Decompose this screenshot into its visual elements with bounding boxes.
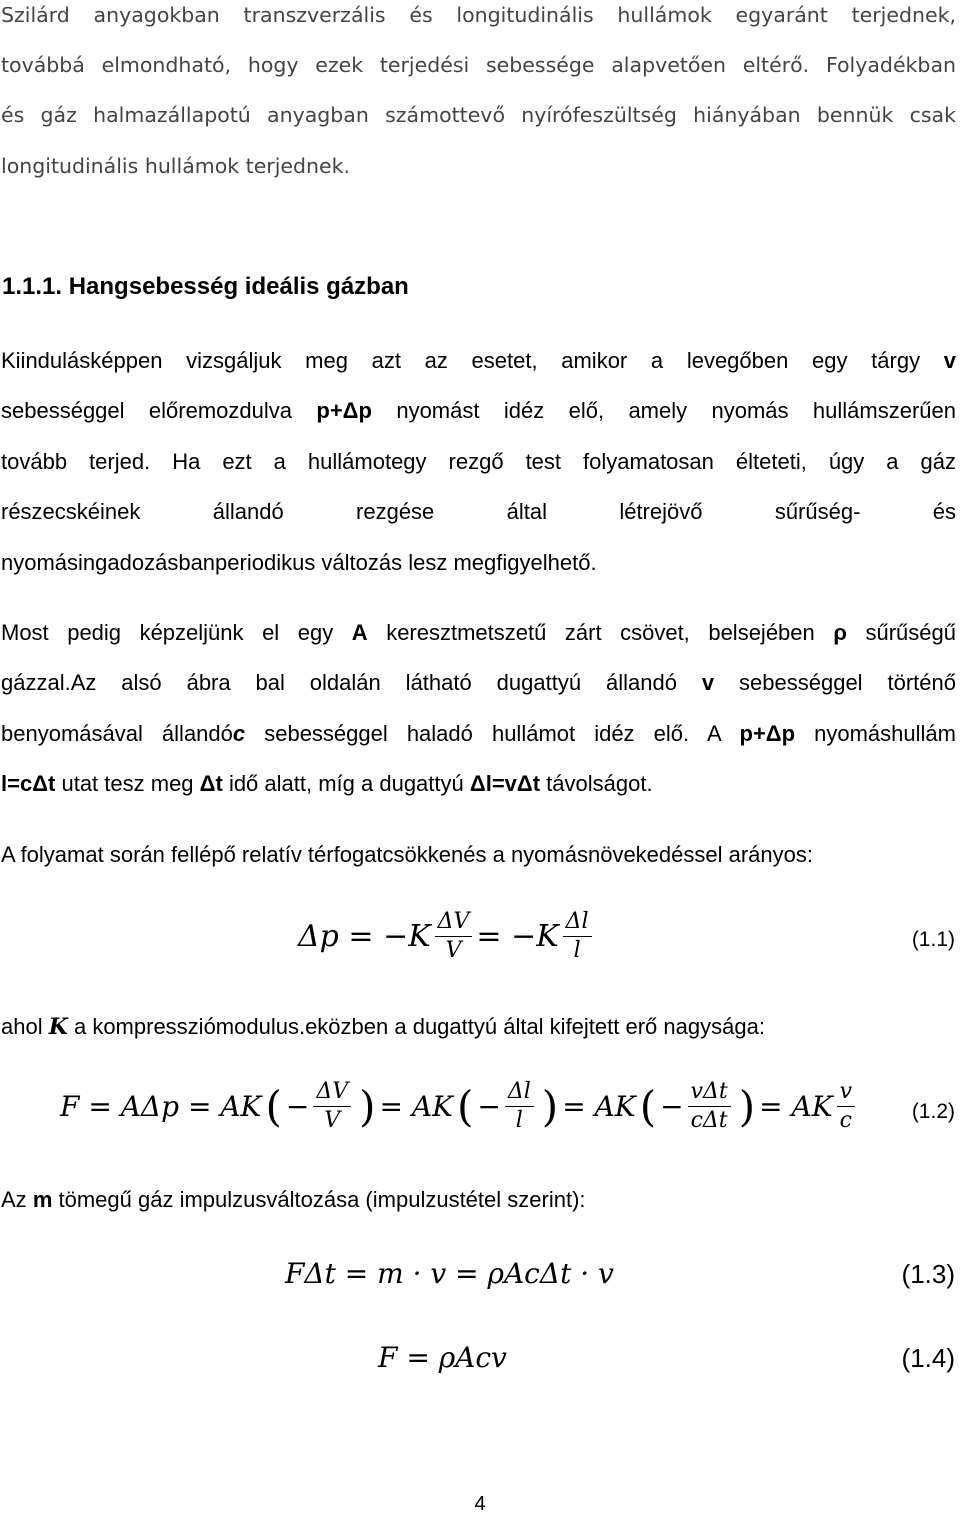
equation-1-3: FΔt = m · v = ρAcΔt · v [285,1257,614,1290]
numerator: ΔV [435,910,473,937]
var-l: l=cΔt [1,771,56,796]
fraction [435,910,473,963]
para2-text: utat tesz meg [61,771,194,796]
after-eq1-text: ahol [1,1014,43,1039]
para1-line-4: részecskéinek állandó rezgése által létrejövő sűrűség- és [1,499,956,524]
var-A: A [351,620,368,645]
para2-line-3 [1,719,956,749]
minus-sign: − [285,1090,310,1124]
intro-line-4: longitudinális hullámok terjednek. [1,154,351,178]
equation-number-1-3: (1.3) [901,1259,955,1289]
var-pressure: p+Δp [316,398,372,423]
eq-text: = −K [476,919,559,955]
var-K: K [48,1014,68,1040]
denominator: cΔt [690,1108,728,1134]
page-number: 4 [474,1493,486,1515]
numerator: Δl [505,1080,534,1107]
eq-text: = AK [562,1090,636,1124]
para2-text: sebességgel haladó hullámot idéz elő. A [264,721,721,746]
equation-number-1-1: (1.1) [911,928,955,951]
para4-text: tömegű gáz impulzusváltozása (impulzustétel szerint): [58,1187,586,1212]
var-rho: ρ [833,620,847,645]
eq-text: F = AΔp = AK [60,1090,262,1124]
para2-text: gázzal.Az alsó ábra bal oldalán látható dugattyú állandó [1,670,677,695]
para4 [1,1185,956,1215]
para1-line-5: nyomásingadozásbanperiodikus változás lesz megfigyelhető. [1,550,597,575]
var-v: v [943,348,956,373]
after-eq1 [1,1012,956,1042]
para2-text: benyomásával állandó [1,721,233,746]
var-m: m [32,1187,53,1212]
para4-text: Az [1,1187,27,1212]
equation-number-1-2: (1.2) [911,1100,955,1123]
close-paren: ) [541,1081,559,1131]
intro-line-3: és gáz halmazállapotú anyagban számottevő nyírófeszültség hiányában bennük csak [1,103,956,127]
para1-line-3: tovább terjed. Ha ezt a hullámotegy rezgő test folyamatosan élteteti, úgy a gáz [1,449,956,474]
var-dl: Δl=vΔt [469,771,541,796]
fraction [688,1080,731,1133]
equation-1-4: F = ρAcv [378,1341,507,1374]
close-paren: ) [359,1081,376,1131]
numerator: vΔt [688,1080,731,1107]
para2-line-1 [1,618,956,648]
para1-line-2 [1,396,956,426]
equation-1-2 [60,1080,859,1133]
var-v: v [701,670,715,695]
para2-text: sebességgel történő [739,670,956,695]
eq-text: = AK [379,1090,453,1124]
open-paren: ( [457,1081,474,1131]
para1-text: Kiindulásképpen vizsgáljuk meg azt az esetet, amikor a levegőben egy tárgy [1,348,921,373]
var-pressure: p+Δp [739,721,796,746]
denominator: V [324,1108,341,1134]
after-eq1-text: a kompressziómodulus.eközben a dugattyú által kifejtett erő nagysága: [73,1014,765,1039]
fraction [837,1080,855,1133]
eq-text: Δp = −K [298,919,431,955]
intro-line-2: továbbá elmondható, hogy ezek terjedési sebessége alapvetően eltérő. Folyadékban [1,53,956,77]
open-paren: ( [639,1081,657,1131]
equation-number-1-4: (1.4) [901,1343,955,1373]
fraction [313,1080,351,1133]
para2-text: keresztmetszetű zárt csövet, belsejében [386,620,815,645]
fraction [505,1080,534,1133]
para2-line-4 [1,769,956,799]
minus-sign: − [477,1090,501,1124]
para2-text: Most pedig képzeljünk el egy [1,620,334,645]
para1-line-1 [1,346,956,376]
para2-line-2 [1,668,956,698]
numerator: ΔV [313,1080,351,1107]
para2-text: nyomáshullám [814,721,956,746]
denominator: c [839,1108,852,1134]
denominator: l [573,938,581,964]
var-c: c [232,721,246,746]
para3: A folyamat során fellépő relatív térfogatcsökkenés a nyomásnövekedéssel arányos: [1,842,814,867]
para2-text: távolságot. [546,771,653,796]
intro-line-1: Szilárd anyagokban transzverzális és longitudinális hullámok egyaránt terjednek, [1,3,956,27]
denominator: l [515,1108,523,1134]
var-dt: Δt [199,771,223,796]
numerator: Δl [563,910,592,937]
denominator: V [445,938,462,964]
para1-text: sebességgel előremozdulva [1,398,292,423]
fraction [563,910,592,963]
minus-sign: − [660,1090,684,1124]
para1-text: nyomást idéz elő, amely nyomás hullámszerűen [396,398,956,423]
equation-1-1 [298,910,596,963]
numerator: v [837,1080,855,1107]
para2-text: sűrűségű [865,620,956,645]
close-paren: ) [738,1081,756,1131]
para2-text: idő alatt, míg a dugattyú [228,771,464,796]
section-heading: 1.1.1. Hangsebesség ideális gázban [2,273,409,300]
eq-text: = AK [759,1090,833,1124]
open-paren: ( [265,1081,282,1131]
